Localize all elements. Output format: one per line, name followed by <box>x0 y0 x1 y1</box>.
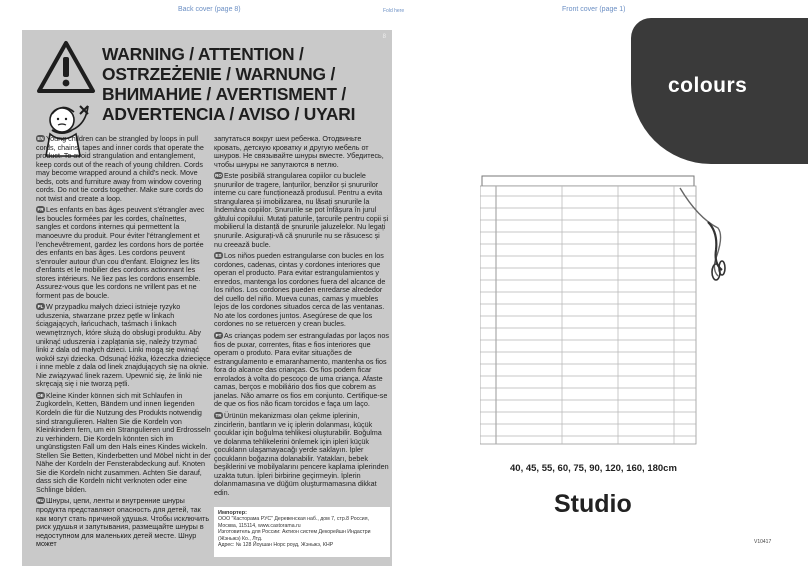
warning-title-line: OSTRZEŻENIE / WARNUNG / <box>102 64 336 84</box>
paragraph-text: Les enfants en bas âges peuvent s'étrangler avec les boucles formées par les cordes, chaînettes, sangles et cordons internes qui permettent la manoeuvre du produit. Pour éviter l'étranglement et l'enchevêtrement, gardez les cordons hors de portée des enfants en bas âges. Les cordons peuvent s'enrouler autour d'un cou d'enfant. Eloignez les lits d'enfants et le mobilier des cordons actionnant les stores intérieurs. Ne liez pas les cordons ensemble. Assurez-vous que les cordons ne vrillent pas et ne forment pas de boucle. <box>36 205 205 300</box>
front-cover-page <box>420 0 808 584</box>
warning-title-line: ADVERTENCIA / AVISO / UYARI <box>102 104 356 124</box>
paragraph-text: Kleine Kinder können sich mit Schlaufen in Zugkordeln, Ketten, Bändern und innen liegenden Kordeln die für die Nutzung des Produkts notwendig sind strangulieren. Halten Sie die Kordeln von Kleinkindern fern, um ein Strangulieren und Erdrosseln zu verhindern. Die Kordeln könnten sich im ungünstigsten Fall um den Hals eines Kindes wickeln. Stellen Sie Betten, Kinderbetten und Möbel nicht in der Nähe der Kordeln der Fensterabdeckung auf. Knoten Sie die Kordeln nicht zusammen. Achten Sie darauf, dass sich die Kordeln nicht verknoten oder eine Schlinge bilden. <box>36 390 211 494</box>
back-cover-label: Back cover (page 8) <box>178 6 241 13</box>
warning-paragraph-ro <box>214 172 389 249</box>
fold-here-label: Fold here <box>383 8 405 14</box>
warning-paragraph-ru-cont <box>214 135 389 169</box>
warning-triangle-icon <box>36 40 96 94</box>
language-badge: DE <box>37 392 44 398</box>
language-badge: RO <box>215 173 222 179</box>
warning-paragraph-ru <box>36 497 211 548</box>
language-badge: PL <box>37 304 44 310</box>
warning-title-line: WARNING / ATTENTION / <box>102 44 304 64</box>
size-options: 40, 45, 55, 60, 75, 90, 120, 160, 180cm <box>510 463 677 474</box>
warning-paragraph-pt <box>214 332 389 409</box>
language-badge: TR <box>215 412 222 418</box>
importer-title: Импортер: <box>218 510 247 516</box>
warning-paragraph-fr <box>36 206 211 300</box>
warning-paragraph-en <box>36 135 211 203</box>
paragraph-text: запутаться вокруг шеи ребенка. Отодвиньте кровать, детскую кроватку и другую мебель от шнуров. Не связывайте шнуры вместе. Убедитесь, чтобы шнуры не запутаются в петлю. <box>214 134 384 169</box>
page-number: 8 <box>382 34 386 40</box>
paragraph-text: Ürünün mekanizması olan çekme iplerinin, zincirlerin, bantların ve iç iplerin dolanması, küçük çocuklar için boğulma tehlikesi oluşturabilir. Boğulma ve dolanma tehlikelerini önlemek için ipleri küçük çocukların ulaşamayacağı yerde saklayın. İpler çocukların boğazına dolanabilir. Yatakları, bebek beşiklerini ve mobilyalarını pencere kaplama iplerinden uzakta tutun. İpleri birbirine geçirmeyin. İplerin dolanmamasına ve düğüm oluşturmamasına dikkat edin. <box>214 410 389 497</box>
warning-column-right <box>214 135 389 500</box>
warning-column-left <box>36 135 211 552</box>
warning-paragraph-tr <box>214 412 389 497</box>
importer-line: Изготовитель для России: Актион систем Декорейшн Индастри (Жэньжэ) Ко., Лтд. <box>218 529 371 542</box>
paragraph-text: As crianças podem ser estranguladas por laços nos fios de puxar, correntes, fitas e fios interiores que operam o produto. Para evitar situações de estrangulamento e emaranhamento, mantenha os fios fora do alcance das crianças. Os fios podem ficar enrolados à volta do pescoço de uma criança. Afaste camas, berços e mobiliário dos fios que cobrem as janelas. Não amarre os fios em conjunto. Certifique-se de que os fios não ficam torcidos e faça um laço. <box>214 331 390 409</box>
warning-paragraph-pl <box>36 303 211 388</box>
back-cover-page <box>22 22 392 577</box>
product-name: Studio <box>554 490 632 518</box>
warning-title <box>102 44 384 124</box>
importer-box <box>214 507 390 557</box>
blind-slats <box>480 196 696 436</box>
paragraph-text: Los niños pueden estrangularse con bucles en los cordones, cadenas, cintas y cordones interiores que operan el producto. Para evitar estrangulamientos y enredos, mantenga los cordones fuera del alcance de los niños. Los cordones pueden enredarse alrededor del cuello del niño. Mueva cunas, camas y muebles lejos de los cordones situados cerca de las ventanas. No ate los cordones juntos. Asegúrese de que los cordones no se retuercen y crean bucles. <box>214 251 386 329</box>
paragraph-text: W przypadku małych dzieci istnieje ryzyko uduszenia, stwarzane przez pętle w linkach ściągających, łańcuchach, taśmach i linkach wewnętrznych, które służą do obsługi produktu. Aby uniknąć uduszenia i zaplątania się, należy trzymać linki z dala od małych dzieci. Linki mogą się owinąć wokół szyi dziecka. Odsunąć łóżka, łóżeczka dziecięce i inne meble z dala od linek znajdujących się na oknie. Nie związywać linek razem. Upewnić się, że linki nie skręcają się i nie tworzą pętli. <box>36 302 211 389</box>
importer-line: ООО "Касторама РУС" Деревенская наб., дом 7, стр.8 Россия, Москва, 115114, www.castorama.ru <box>218 516 369 529</box>
paragraph-text: Шнуры, цепи, ленты и внутренние шнуры продукта представляют опасность для детей, так как могут стать причиной удушья. Чтобы исключить риск удушья и запутывания, размещайте шнуры в недоступном для маленьких детей месте. Шнур может <box>36 496 210 549</box>
language-badge: FR <box>37 207 44 213</box>
language-badge: EN <box>37 136 44 141</box>
language-badge: ES <box>215 253 222 259</box>
brand-logo: colours <box>668 74 748 97</box>
venetian-blind-image <box>480 172 740 452</box>
warning-title-line: ВНИМАНИЕ / AVERTISMENT / <box>102 84 347 104</box>
language-badge: RU <box>37 498 44 504</box>
front-cover-label: Front cover (page 1) <box>562 6 626 13</box>
product-code: V10417 <box>754 539 772 545</box>
language-badge: PT <box>215 333 222 339</box>
warning-panel <box>22 30 392 566</box>
warning-paragraph-de <box>36 392 211 495</box>
warning-paragraph-es <box>214 252 389 329</box>
paragraph-text: Young children can be strangled by loops in pull cords, chains, tapes and inner cords that operate the product. To avoid strangulation and entanglement, keep cords out of the reach of young children. Cords may become wrapped around a child's neck. Move beds, cots and furniture away from window covering cords. Do not tie cords together. Make sure cords do not twist and create a loop. <box>36 134 204 203</box>
importer-line: Адрес: № 128 Йоушан Норс роуд, Жэньжэ, КНР <box>218 542 334 549</box>
paragraph-text: Este posibilă strangularea copiilor cu buclele șnururilor de tragere, lanțurilor, benzilor și șnururilor interne cu care funcționează produsul. Pentru a evita strangularea și imobilizarea, nu lăsați șnururile la îndemâna copiilor. Șnururile se pot înfășura în jurul gâtului copilului. Mutați paturile, țarcurile pentru copii și mobilierul la distanță de șnururile jaluzelelor. Nu legați șnururile. Asigurați-vă că șnururile nu se răsucesc și nu creează bucle. <box>214 171 389 249</box>
